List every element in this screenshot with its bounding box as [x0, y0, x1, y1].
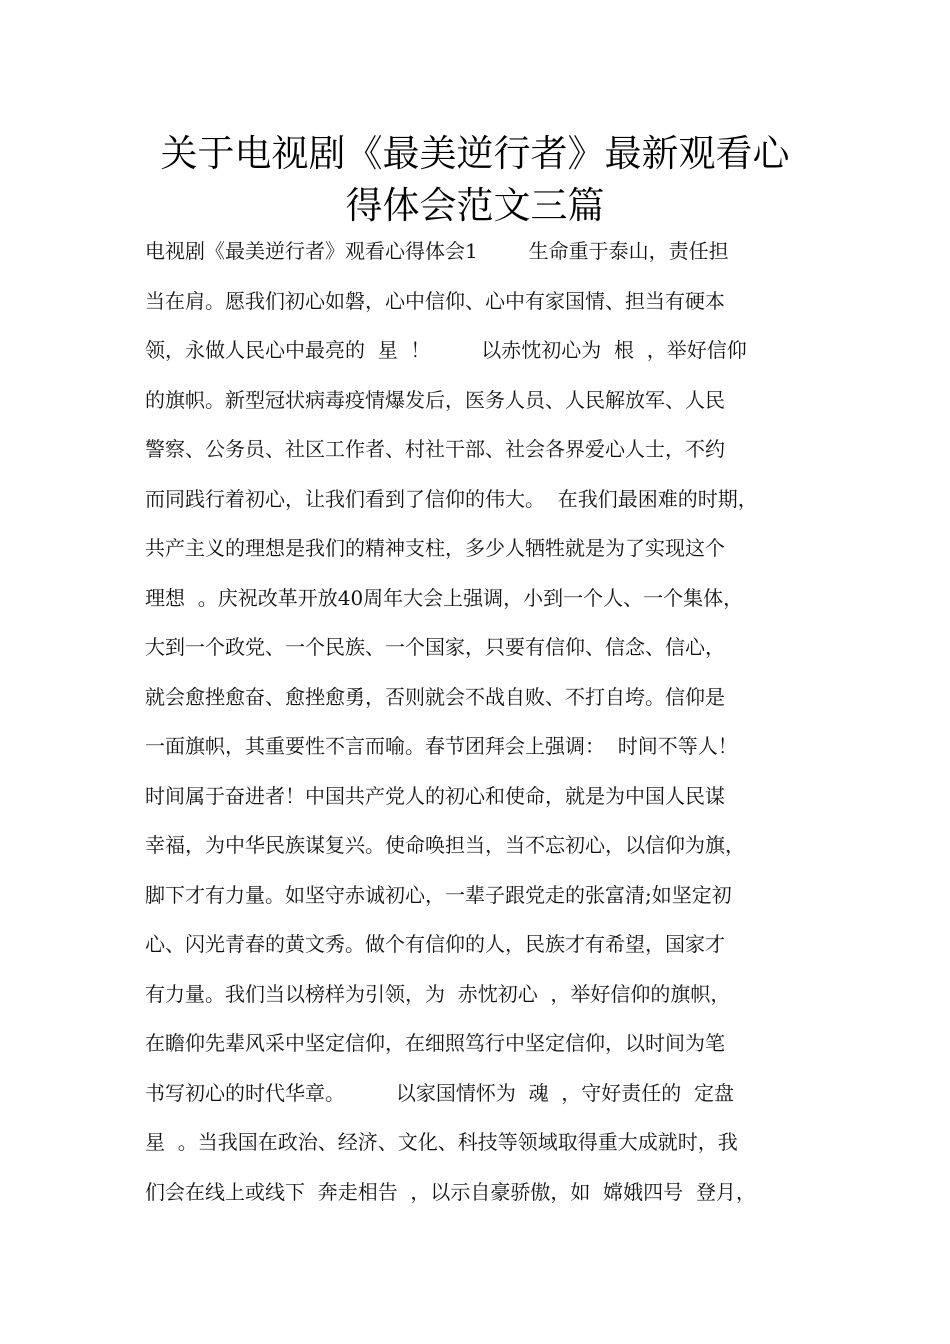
- body-line: 一面旗帜，其重要性不言而喻。春节团拜会上强调： 时间不等人！: [145, 734, 738, 758]
- body-line: 就会愈挫愈奋、愈挫愈勇，否则就会不战自败、不打自垮。信仰是: [145, 684, 725, 709]
- document-title: [100, 128, 850, 232]
- document-body: [145, 232, 835, 1222]
- body-line: 共产主义的理想是我们的精神支柱，多少人牺牲就是为了实现这个: [145, 536, 725, 560]
- title-line-1: 关于电视剧《最美逆行者》最新观看心: [160, 132, 790, 175]
- body-line: 电视剧《最美逆行者》观看心得体会1 生命重于泰山，责任担: [145, 239, 729, 263]
- body-line: 领，永做人民心中最亮的 星 ！ 以赤忱初心为 根 ，举好信仰: [145, 338, 747, 362]
- body-line: 星 。当我国在政治、经济、文化、科技等领域取得重大成就时，我: [145, 1130, 738, 1154]
- body-line: 有力量。我们当以榜样为引领，为 赤忱初心 ，举好信仰的旗帜，: [145, 981, 731, 1006]
- body-line: 警察、公务员、社区工作者、村社干部、社会各界爱心人士，不约: [145, 437, 725, 461]
- body-line: 心、闪光青春的黄文秀。做个有信仰的人，民族才有希望，国家才: [145, 932, 725, 956]
- body-line: 大到一个政党、一个民族、一个国家，只要有信仰、信念、信心，: [145, 635, 725, 659]
- body-line: 而同践行着初心，让我们看到了信仰的伟大。 在我们最困难的时期，: [145, 486, 758, 511]
- body-line: 的旗帜。新型冠状病毒疫情爆发后，医务人员、人民解放军、人民: [145, 387, 725, 412]
- body-line: 幸福，为中华民族谋复兴。使命唤担当，当不忘初心，以信仰为旗，: [145, 833, 745, 857]
- body-line: 在瞻仰先辈风采中坚定信仰，在细照笃行中坚定信仰，以时间为笔: [145, 1031, 725, 1055]
- title-line-2: 得体会范文三篇: [345, 184, 605, 227]
- body-line: 时间属于奋进者！中国共产党人的初心和使命，就是为中国人民谋: [145, 783, 725, 808]
- body-line: 脚下才有力量。如坚守赤诚初心，一辈子跟党走的张富清;如坚定初: [145, 882, 732, 907]
- body-line: 们会在线上或线下 奔走相告 ，以示自豪骄傲，如 嫦娥四号 登月，: [145, 1179, 756, 1204]
- body-line: 理想 。庆祝改革开放40周年大会上强调，小到一个人、一个集体，: [145, 585, 744, 610]
- body-line: 当在肩。愿我们初心如磐，心中信仰、心中有家国情、担当有硬本: [145, 288, 725, 313]
- body-line: 书写初心的时代华章。 以家国情怀为 魂 ，守好责任的 定盘: [145, 1080, 735, 1105]
